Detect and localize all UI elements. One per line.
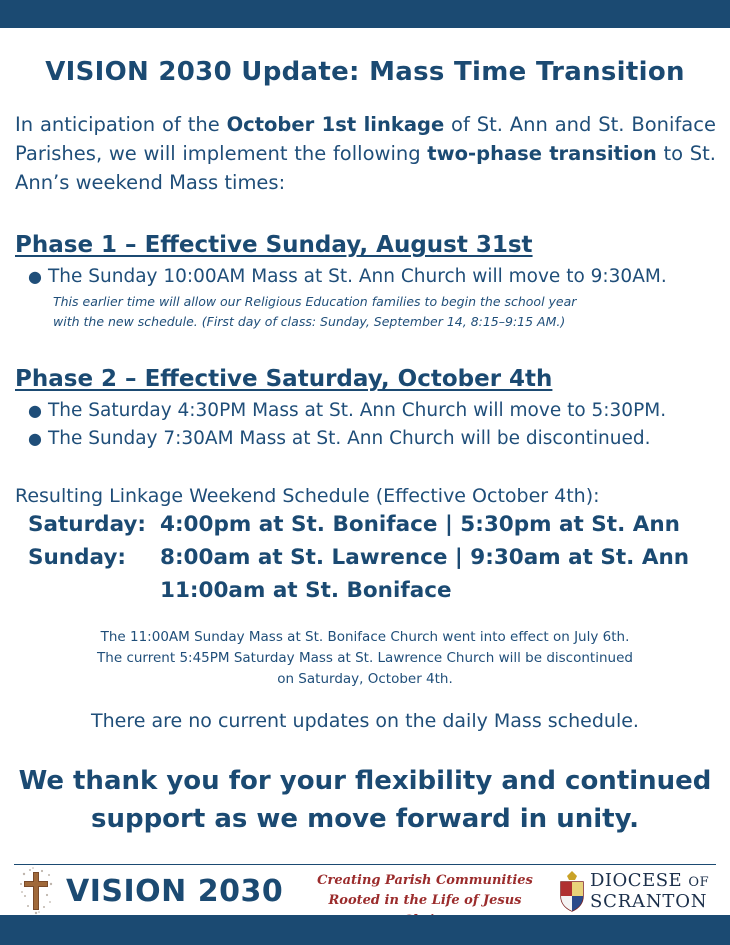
daily-mass-note: There are no current updates on the daily Mass schedule. xyxy=(91,710,639,732)
top-banner xyxy=(0,0,730,28)
thanks-line-2: support as we move forward in unity. xyxy=(90,804,640,834)
phase2-bullet-1-text: The Saturday 4:30PM Mass at St. Ann Church will move to 5:30PM. xyxy=(48,400,667,421)
footer-divider xyxy=(14,864,716,865)
intro-bold-linkage: October 1st linkage xyxy=(226,113,445,136)
intro-text-2: of St. Ann and St. Boniface Parishes, we will implement the following xyxy=(15,113,716,165)
phase1-note-line1: This earlier time will allow our Religious Education families to begin the school year xyxy=(53,294,577,309)
sunday-day: Sunday: xyxy=(28,545,126,570)
phase2-bullet-2 xyxy=(28,428,650,449)
diocese-crest-icon xyxy=(558,870,586,917)
thank-you-message xyxy=(0,762,730,838)
bullet-dot-icon: ● xyxy=(28,267,42,286)
phase1-heading: Phase 1 – Effective Sunday, August 31st xyxy=(15,232,533,258)
note-line-1: The 11:00AM Sunday Mass at St. Boniface Church went into effect on July 6th. xyxy=(100,629,630,645)
note-line-2: The current 5:45PM Saturday Mass at St. Lawrence Church will be discontinued xyxy=(97,650,633,666)
page-title: VISION 2030 Update: Mass Time Transition xyxy=(45,57,685,87)
tagline-line-1: Creating Parish Communities xyxy=(317,873,533,888)
bullet-dot-icon: ● xyxy=(28,429,42,448)
phase1-note xyxy=(53,292,693,332)
intro-text-3: to St. Ann’s weekend Mass times: xyxy=(15,142,716,194)
phase1-note-line2: with the new schedule. (First day of class: Sunday, September 14, 8:15–9:15 AM.) xyxy=(53,314,566,329)
bullet-dot-icon: ● xyxy=(28,401,42,420)
phase1-bullet-text: The Sunday 10:00AM Mass at St. Ann Church will move to 9:30AM. xyxy=(48,266,667,287)
intro-text-1: In anticipation of the xyxy=(15,113,227,136)
sunday-times: 8:00am at St. Lawrence | 9:30am at St. Ann xyxy=(160,545,690,570)
phase2-bullet-1 xyxy=(28,400,666,421)
note-line-3: on Saturday, October 4th. xyxy=(277,671,453,687)
vision-2030-logo: VISION 2030 xyxy=(66,874,284,909)
phase1-bullet xyxy=(28,266,667,287)
cross-logo-icon xyxy=(16,866,56,921)
diocese-word: DIOCESE xyxy=(590,870,683,891)
intro-paragraph xyxy=(15,110,716,197)
intro-bold-transition: two-phase transition xyxy=(427,142,657,165)
saturday-day: Saturday: xyxy=(28,512,147,537)
diocese-scranton: SCRANTON xyxy=(590,891,708,912)
schedule-notes xyxy=(0,627,730,690)
diocese-of: OF xyxy=(688,875,710,890)
phase2-heading: Phase 2 – Effective Saturday, October 4th xyxy=(15,366,553,392)
bottom-banner xyxy=(0,915,730,945)
diocese-logo xyxy=(590,871,709,911)
sunday-times-2: 11:00am at St. Boniface xyxy=(160,578,452,603)
schedule-label: Resulting Linkage Weekend Schedule (Effective October 4th): xyxy=(15,485,600,507)
tagline-line-2: Rooted in the Life of Jesus xyxy=(328,893,522,908)
thanks-line-1: We thank you for your flexibility and continued xyxy=(18,766,712,796)
saturday-times: 4:00pm at St. Boniface | 5:30pm at St. Ann xyxy=(160,512,680,537)
phase2-bullet-2-text: The Sunday 7:30AM Mass at St. Ann Church will be discontinued. xyxy=(48,428,651,449)
